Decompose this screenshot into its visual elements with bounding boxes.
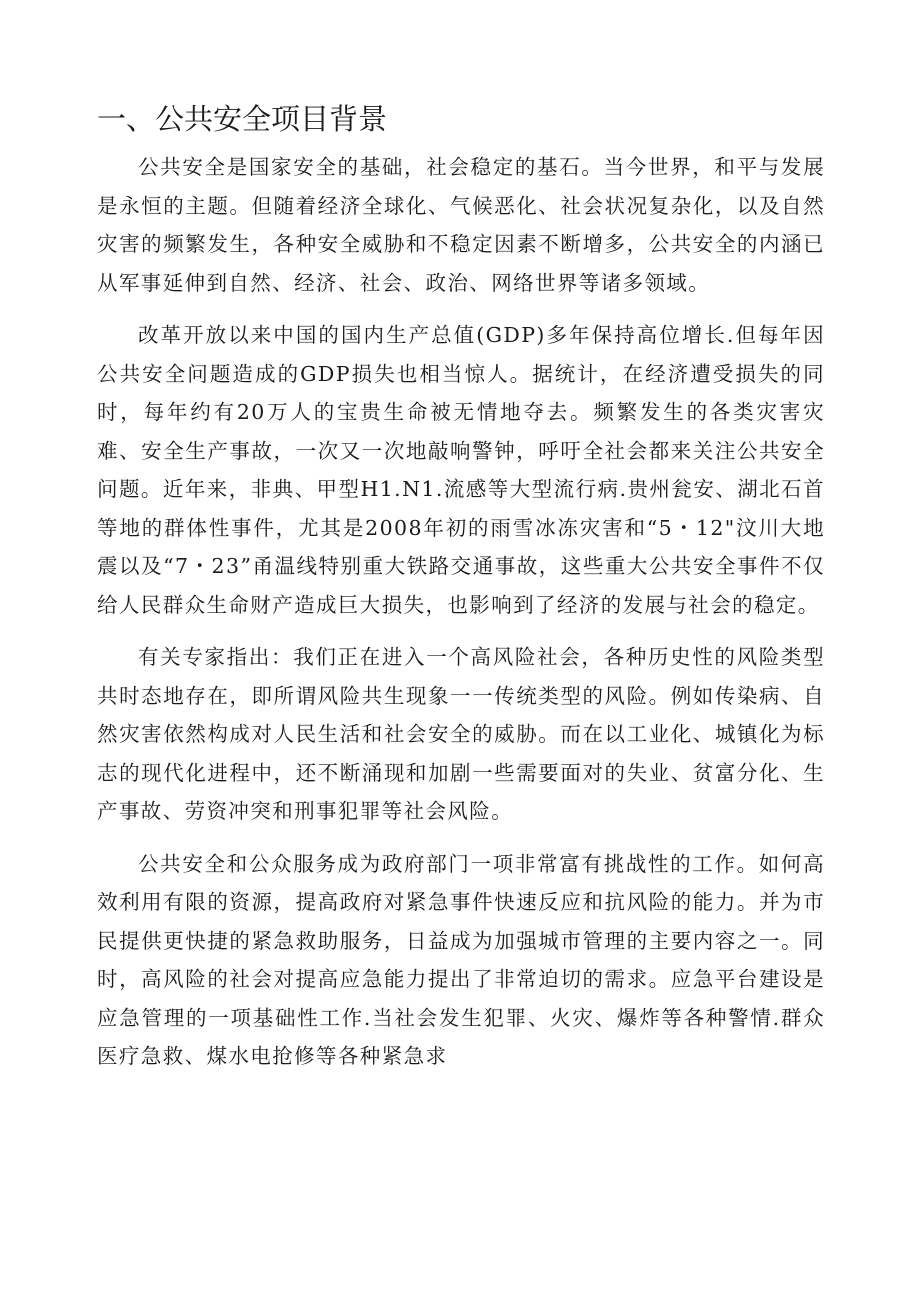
body-text <box>97 148 825 1090</box>
section-heading: 一、公共安全项目背景 <box>97 102 388 136</box>
paragraph-2: 改革开放以来中国的国内生产总值(GDP)多年保持高位增长.但每年因公共安全问题造成的GDP损失也相当惊人。据统计，在经济遭受损失的同时，每年约有20万人的宝贵生命被无情地夺去。频繁发生的各类灾害灾难、安全生产事故，一次又一次地敲响警钟，呼吁全社会都来关注公共安全问题。近年来，非典、甲型H1.N1.流感等大型流行病.贵州瓮安、湖北石首等地的群体性事件，尤其是2008年初的雨雪冰冻灾害和“5・12"汶川大地震以及“7・23”甬温线特别重大铁路交通事故，这些重大公共安全事件不仅给人民群众生命财产造成巨大损失，也影响到了经济的发展与社会的稳定。 <box>97 323 825 617</box>
paragraph-3: 有关专家指出：我们正在进入一个高风险社会，各种历史性的风险类型共时态地存在，即所谓风险共生现象一一传统类型的风险。例如传染病、自然灾害依然构成对人民生活和社会安全的威胁。而在以工业化、城镇化为标志的现代化进程中，还不断涌现和加剧一些需要面对的失业、贫富分化、生产事故、劳资冲突和刑事犯罪等社会风险。 <box>97 645 825 823</box>
paragraph-4: 公共安全和公众服务成为政府部门一项非常富有挑战性的工作。如何高效利用有限的资源，提高政府对紧急事件快速反应和抗风险的能力。并为市民提供更快捷的紧急救助服务，日益成为加强城市管理的主要内容之一。同时，高风险的社会对提高应急能力提出了非常迫切的需求。应急平台建设是应急管理的一项基础性工作.当社会发生犯罪、火灾、爆炸等各种警情.群众医疗急救、煤水电抢修等各种紧急求 <box>97 851 825 1068</box>
paragraph-1: 公共安全是国家安全的基础，社会稳定的基石。当今世界，和平与发展是永恒的主题。但随着经济全球化、气候恶化、社会状况复杂化，以及自然灾害的频繁发生，各种安全威胁和不稳定因素不断增多，公共安全的内涵已从军事延伸到自然、经济、社会、政治、网络世界等诸多领域。 <box>97 155 825 295</box>
